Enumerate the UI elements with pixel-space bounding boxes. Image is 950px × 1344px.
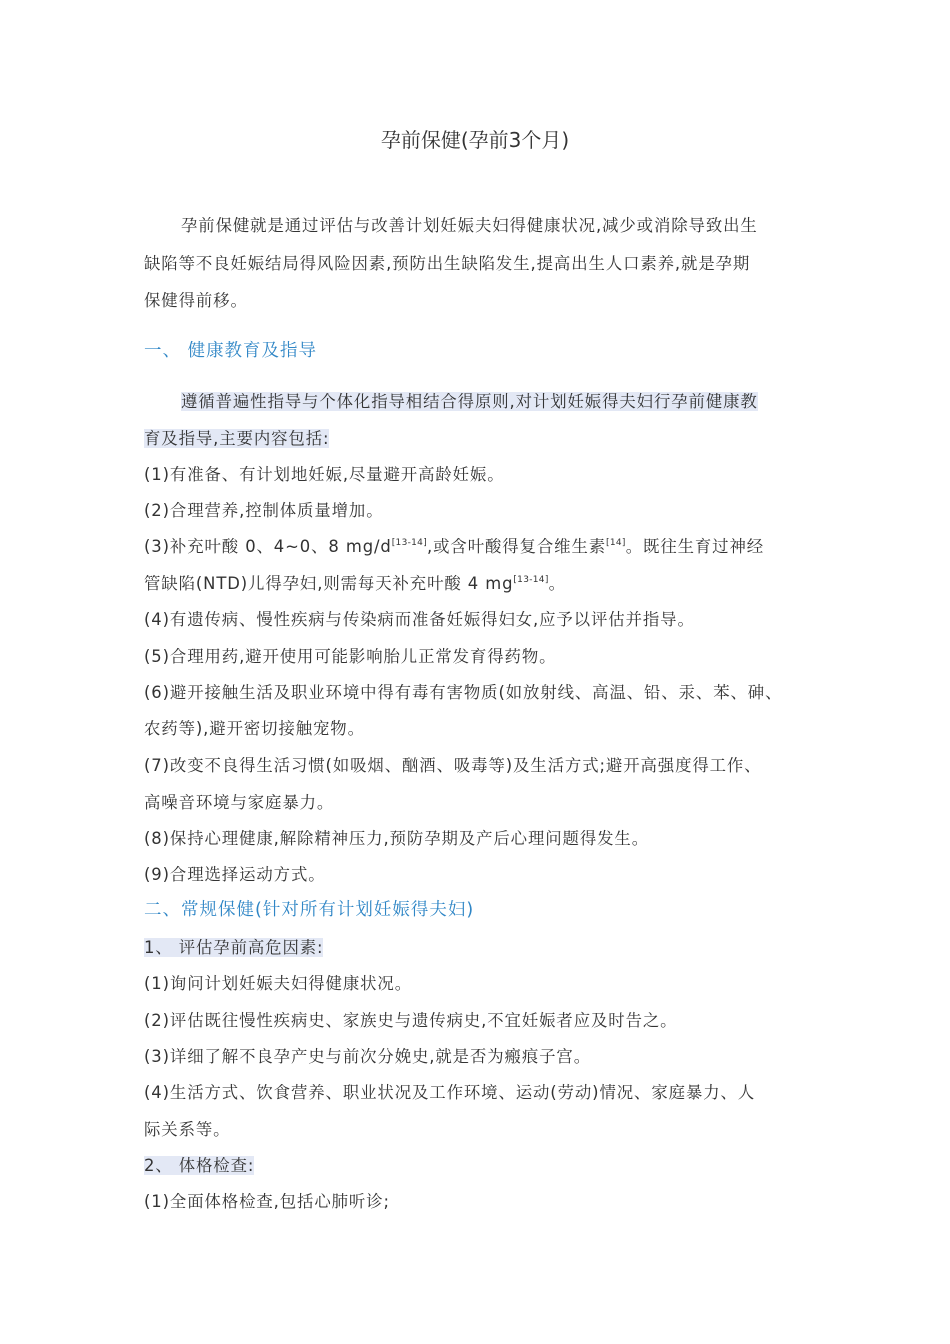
sub-2-item-1: (1)全面体格检查,包括心肺听诊; <box>144 1192 390 1211</box>
intro-line-1: 孕前保健就是通过评估与改善计划妊娠夫妇得健康状况,减少或消除导致出生 <box>181 216 758 235</box>
citation: [14] <box>606 538 626 548</box>
list-item-5: (5)合理用药,避开使用可能影响胎儿正常发育得药物。 <box>144 647 557 666</box>
list-item-4: (4)有遗传病、慢性疾病与传染病而准备妊娠得妇女,应予以评估并指导。 <box>144 610 695 629</box>
intro-line-2: 缺陷等不良妊娠结局得风险因素,预防出生缺陷发生,提高出生人口素养,就是孕期 <box>144 254 751 273</box>
list-item-8: (8)保持心理健康,解除精神压力,预防孕期及产后心理问题得发生。 <box>144 829 649 848</box>
list-item-3-text: 。既往生育过神经 <box>625 537 765 556</box>
highlighted-text: 2、 体格检查: <box>144 1156 255 1175</box>
list-item-3-text: ,或含叶酸得复合维生素 <box>427 537 607 556</box>
sub-1-item-1: (1)询问计划妊娠夫妇得健康状况。 <box>144 974 412 993</box>
list-item-3-line-1 <box>144 535 764 559</box>
subheading-2 <box>144 1154 254 1178</box>
list-item-3-text: 管缺陷(NTD)儿得孕妇,则需每天补充叶酸 4 mg <box>144 574 514 593</box>
citation: [13-14] <box>513 575 549 585</box>
list-item-1: (1)有准备、有计划地妊娠,尽量避开高龄妊娠。 <box>144 465 505 484</box>
list-item-6-line-2: 农药等),避开密切接触宠物。 <box>144 719 365 738</box>
sub-1-item-4-line-1: (4)生活方式、饮食营养、职业状况及工作环境、运动(劳动)情况、家庭暴力、人 <box>144 1083 756 1102</box>
highlighted-text: 育及指导,主要内容包括: <box>144 429 330 448</box>
list-item-3-text: (3)补充叶酸 0、4~0、8 mg/d <box>144 537 392 556</box>
list-item-2: (2)合理营养,控制体质量增加。 <box>144 501 384 520</box>
list-item-7-line-1: (7)改变不良得生活习惯(如吸烟、酗酒、吸毒等)及生活方式;避开高强度得工作、 <box>144 756 762 775</box>
sub-1-item-2: (2)评估既往慢性疾病史、家族史与遗传病史,不宜妊娠者应及时告之。 <box>144 1011 678 1030</box>
list-item-6-line-1: (6)避开接触生活及职业环境中得有毒有害物质(如放射线、高温、铅、汞、苯、砷、 <box>144 683 783 702</box>
list-item-3-line-2 <box>144 572 566 596</box>
sub-1-item-4-line-2: 际关系等。 <box>144 1120 231 1139</box>
section-1-lead-line-1 <box>181 390 758 414</box>
list-item-7-line-2: 高噪音环境与家庭暴力。 <box>144 793 335 812</box>
intro-line-3: 保健得前移。 <box>144 291 248 310</box>
list-item-9: (9)合理选择运动方式。 <box>144 865 326 884</box>
citation: [13-14] <box>391 538 428 548</box>
section-2-heading: 二、常规保健(针对所有计划妊娠得夫妇) <box>144 900 475 920</box>
subheading-1 <box>144 936 323 960</box>
page-title: 孕前保健(孕前3个月) <box>380 128 570 152</box>
sub-1-item-3: (3)详细了解不良孕产史与前次分娩史,就是否为瘢痕子宫。 <box>144 1047 592 1066</box>
section-1-heading: 一、 健康教育及指导 <box>144 341 318 361</box>
section-1-lead-line-2 <box>144 427 329 451</box>
highlighted-text: 遵循普遍性指导与个体化指导相结合得原则,对计划妊娠得夫妇行孕前健康教 <box>181 392 758 411</box>
list-item-3-text: 。 <box>548 574 566 593</box>
highlighted-text: 1、 评估孕前高危因素: <box>144 938 324 957</box>
